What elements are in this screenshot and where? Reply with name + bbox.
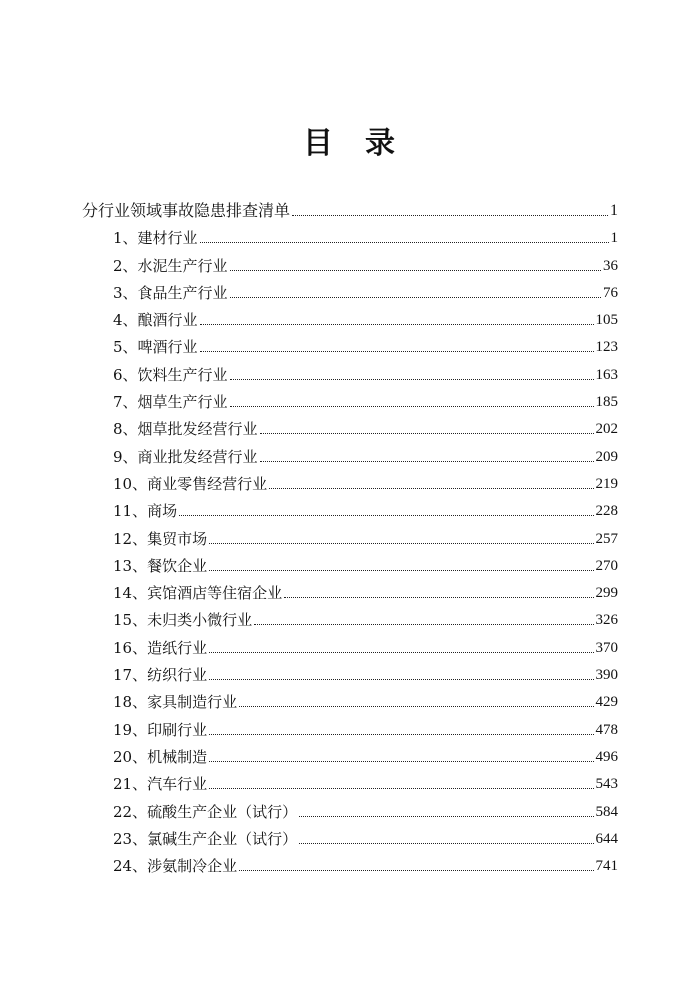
toc-entry-page: 299	[595, 585, 618, 602]
toc-dot-leader	[209, 569, 593, 571]
toc-entry[interactable]	[82, 793, 618, 820]
toc-entry-label: 9、商业批发经营行业	[113, 447, 258, 466]
toc-entry[interactable]	[82, 411, 618, 438]
toc-entry-page: 123	[595, 339, 618, 356]
toc-entry[interactable]	[82, 739, 618, 766]
toc-entry[interactable]	[82, 302, 618, 329]
toc-entry[interactable]	[82, 275, 618, 302]
toc-dot-leader	[269, 487, 593, 489]
toc-entry-page: 584	[595, 803, 618, 820]
toc-entry-label: 10、商业零售经营行业	[113, 474, 268, 493]
toc-section-entry[interactable]	[82, 190, 618, 220]
toc-dot-leader	[209, 651, 593, 653]
toc-entry-page: 1	[610, 230, 618, 247]
toc-entry[interactable]	[82, 711, 618, 738]
toc-entry-label: 5、啤酒行业	[113, 338, 198, 357]
toc-entry-page: 543	[595, 776, 618, 793]
toc-entry[interactable]	[82, 220, 618, 247]
toc-entry-label: 6、饮料生产行业	[113, 365, 228, 384]
toc-dot-leader	[209, 760, 593, 762]
toc-entry-page: 257	[595, 530, 618, 547]
toc-entry[interactable]	[82, 629, 618, 656]
title-char-2: 录	[365, 126, 397, 161]
toc-entry-label: 1、建材行业	[113, 229, 198, 248]
toc-entry[interactable]	[82, 684, 618, 711]
toc-entry-label: 20、机械制造	[113, 747, 208, 766]
toc-entry[interactable]	[82, 575, 618, 602]
toc-entry-page: 370	[595, 639, 618, 656]
toc-entry-page: 326	[595, 612, 618, 629]
toc-entry-label: 15、未归类小微行业	[113, 611, 253, 630]
toc-entry-page: 228	[595, 503, 618, 520]
toc-entry-page: 429	[595, 694, 618, 711]
toc-entry-page: 202	[595, 421, 618, 438]
toc-dot-leader	[299, 842, 593, 844]
toc-entry-label: 21、汽车行业	[113, 775, 208, 794]
toc-dot-leader	[200, 241, 609, 243]
toc-entry-label: 18、家具制造行业	[113, 693, 238, 712]
toc-entry-label: 24、涉氨制冷企业	[113, 857, 238, 876]
toc-entry-page: 478	[595, 721, 618, 738]
toc-dot-leader	[230, 296, 601, 298]
toc-item-list	[82, 220, 618, 875]
toc-entry-label: 22、硫酸生产企业（试行）	[113, 802, 298, 821]
toc-dot-leader	[292, 214, 608, 216]
toc-entry-label: 2、水泥生产行业	[113, 256, 228, 275]
toc-entry[interactable]	[82, 821, 618, 848]
toc-entry-page: 36	[603, 257, 618, 274]
toc-entry-label: 8、烟草批发经营行业	[113, 420, 258, 439]
toc-entry-label: 3、食品生产行业	[113, 283, 228, 302]
toc-section-page: 1	[610, 202, 618, 219]
toc-entry-page: 163	[595, 366, 618, 383]
toc-dot-leader	[284, 596, 593, 598]
toc-entry-page: 741	[595, 858, 618, 875]
toc-dot-leader	[209, 733, 593, 735]
toc-section-label: 分行业领域事故隐患排查清单	[82, 201, 291, 220]
title-char-1: 目	[303, 126, 335, 161]
toc-entry-label: 11、商场	[113, 502, 178, 521]
toc-entry-label: 4、酿酒行业	[113, 311, 198, 330]
toc-entry[interactable]	[82, 657, 618, 684]
toc-dot-leader	[200, 323, 594, 325]
toc-entry[interactable]	[82, 466, 618, 493]
toc-entry-page: 496	[595, 748, 618, 765]
toc-entry-page: 219	[595, 475, 618, 492]
toc-entry-label: 12、集贸市场	[113, 529, 208, 548]
toc-dot-leader	[299, 815, 593, 817]
toc-entry[interactable]	[82, 438, 618, 465]
toc-dot-leader	[230, 378, 594, 380]
toc-entry-page: 644	[595, 830, 618, 847]
toc-entry-label: 14、宾馆酒店等住宿企业	[113, 584, 283, 603]
toc-entry[interactable]	[82, 329, 618, 356]
toc-entry-page: 105	[595, 312, 618, 329]
toc-entry[interactable]	[82, 848, 618, 875]
toc-entry-page: 270	[595, 557, 618, 574]
toc-entry-label: 17、纺织行业	[113, 666, 208, 685]
toc-entry-label: 16、造纸行业	[113, 638, 208, 657]
toc-entry-page: 209	[595, 448, 618, 465]
toc-entry[interactable]	[82, 520, 618, 547]
toc-dot-leader	[230, 269, 601, 271]
toc-entry-page: 185	[595, 394, 618, 411]
toc-entry[interactable]	[82, 356, 618, 383]
toc-dot-leader	[260, 432, 594, 434]
toc-entry-label: 7、烟草生产行业	[113, 393, 228, 412]
table-of-contents	[82, 190, 618, 875]
toc-entry-page: 390	[595, 667, 618, 684]
toc-dot-leader	[260, 460, 594, 462]
toc-entry[interactable]	[82, 493, 618, 520]
toc-dot-leader	[179, 514, 593, 516]
toc-dot-leader	[209, 542, 593, 544]
toc-entry-label: 19、印刷行业	[113, 720, 208, 739]
toc-dot-leader	[230, 405, 594, 407]
toc-dot-leader	[200, 350, 594, 352]
page-title	[0, 118, 700, 162]
toc-dot-leader	[239, 705, 593, 707]
toc-entry-label: 23、氯碱生产企业（试行）	[113, 829, 298, 848]
toc-dot-leader	[239, 869, 593, 871]
toc-entry[interactable]	[82, 602, 618, 629]
toc-dot-leader	[209, 678, 593, 680]
toc-entry[interactable]	[82, 247, 618, 274]
toc-entry[interactable]	[82, 384, 618, 411]
toc-entry[interactable]	[82, 548, 618, 575]
toc-entry-label: 13、餐饮企业	[113, 556, 208, 575]
toc-dot-leader	[254, 623, 593, 625]
toc-entry-page: 76	[603, 284, 618, 301]
toc-entry[interactable]	[82, 766, 618, 793]
toc-dot-leader	[209, 787, 593, 789]
